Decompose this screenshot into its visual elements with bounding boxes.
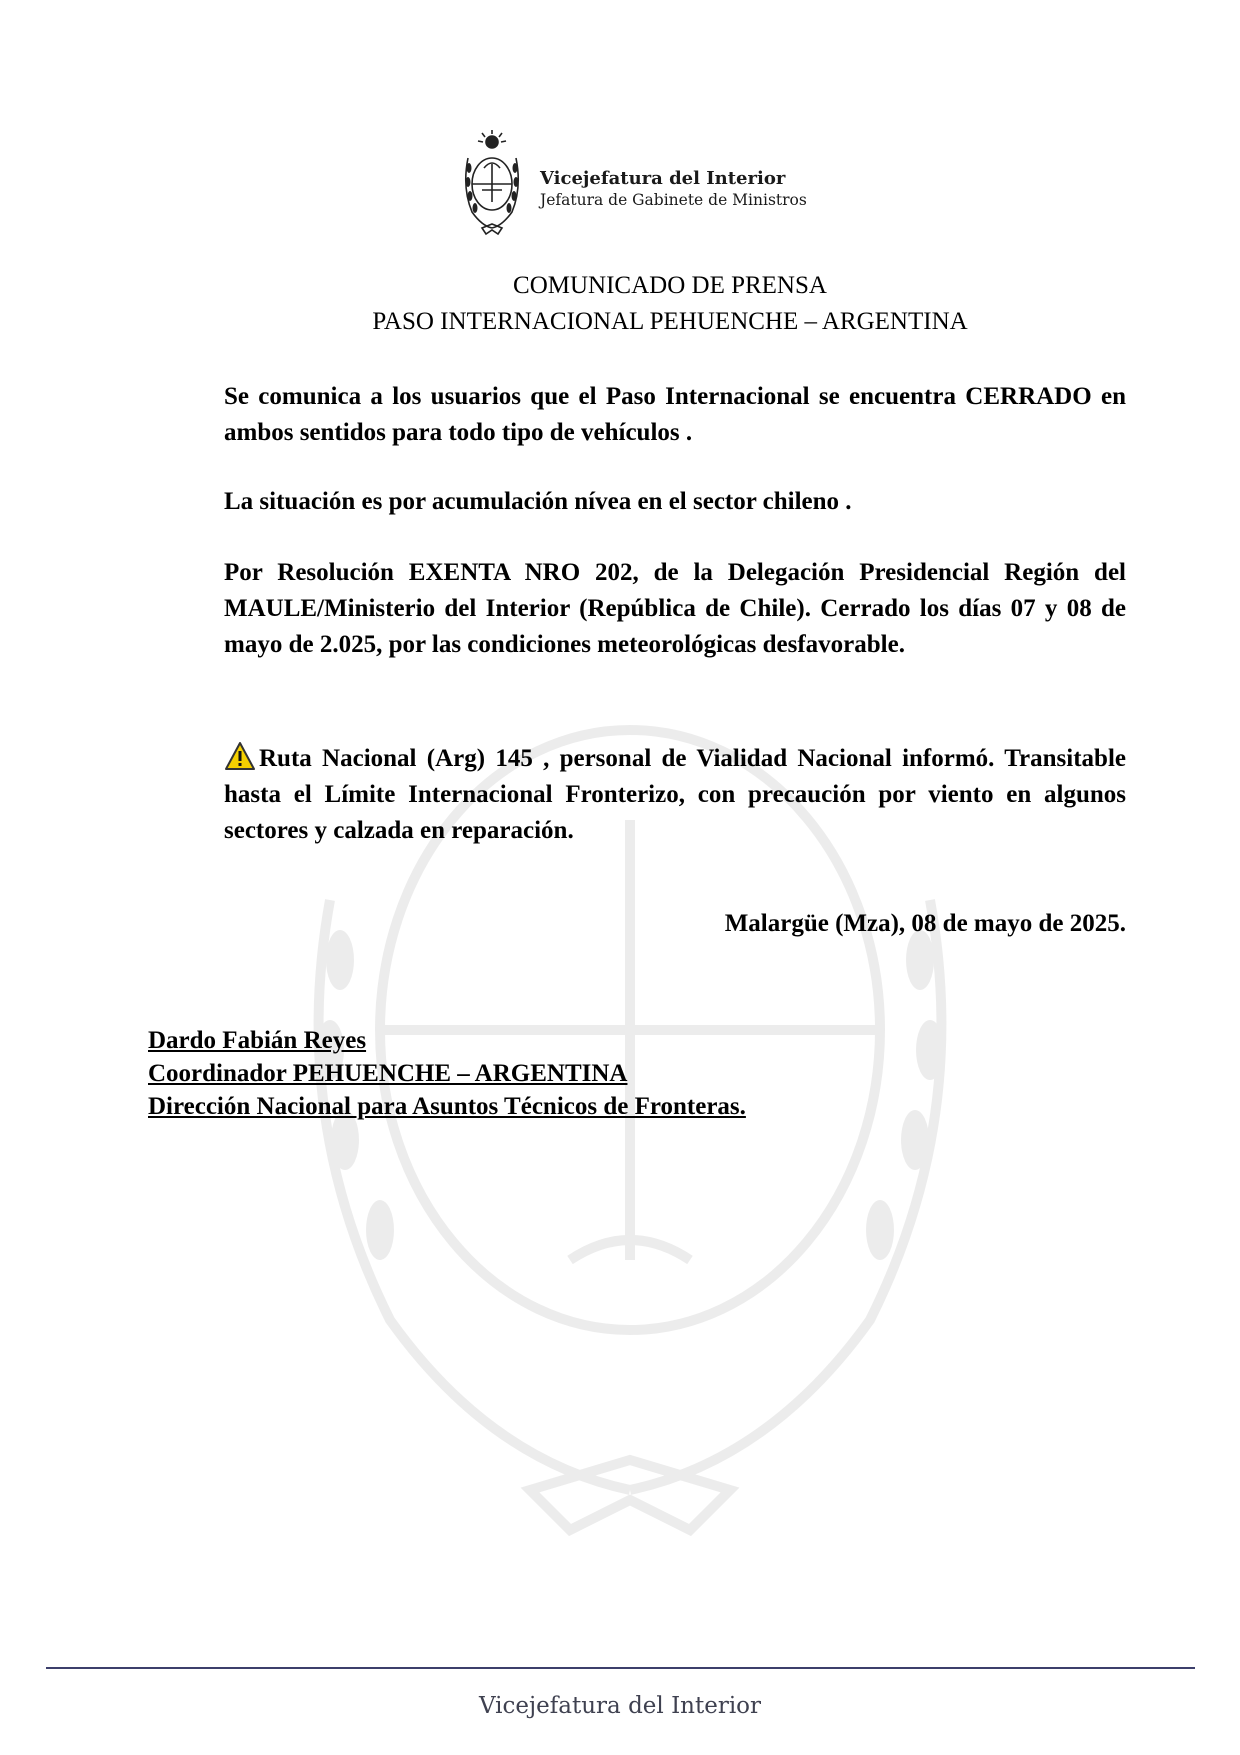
place-and-date: Malargüe (Mza), 08 de mayo de 2025.	[724, 910, 1126, 937]
org-name: Vicejefatura del Interior	[540, 168, 786, 189]
argentine-coat-of-arms-icon	[462, 128, 522, 236]
paragraph-closure-notice: Se comunica a los usuarios que el Paso Internacional se encuentra CERRADO en ambos sentidos para todo tipo de vehículos .	[224, 383, 1126, 446]
press-release-title	[290, 268, 1050, 340]
footer-org-name: Vicejefatura del Interior	[478, 1693, 762, 1719]
footer-divider	[46, 1667, 1195, 1669]
warning-icon	[224, 741, 256, 771]
title-line-1: COMUNICADO DE PRENSA	[513, 272, 827, 299]
signatory-name: Dardo Fabián Reyes	[148, 1027, 367, 1054]
signature-block	[148, 1024, 746, 1123]
signatory-department: Dirección Nacional para Asuntos Técnicos de Fronteras.	[148, 1093, 746, 1120]
paragraph-resolution: Por Resolución EXENTA NRO 202, de la Delegación Presidencial Región del MAULE/Ministerio del Interior (República de Chile). Cerrado los días 07 y 08 de mayo de 2.025, por las condiciones meteorológicas desfavorable.	[224, 559, 1126, 658]
organization-header	[540, 168, 807, 210]
signatory-role: Coordinador PEHUENCHE – ARGENTINA	[148, 1060, 628, 1087]
paragraph-route-status	[224, 741, 1126, 849]
org-subtitle: Jefatura de Gabinete de Ministros	[540, 191, 807, 209]
title-line-2: PASO INTERNACIONAL PEHUENCHE – ARGENTINA	[372, 308, 968, 335]
route-status-text: Ruta Nacional (Arg) 145 , personal de Vialidad Nacional informó. Transitable hasta el Límite Internacional Fronterizo, con precaución por viento en algunos sectores y calzada en reparación.	[224, 745, 1126, 844]
paragraph-cause: La situación es por acumulación nívea en el sector chileno .	[224, 488, 852, 515]
